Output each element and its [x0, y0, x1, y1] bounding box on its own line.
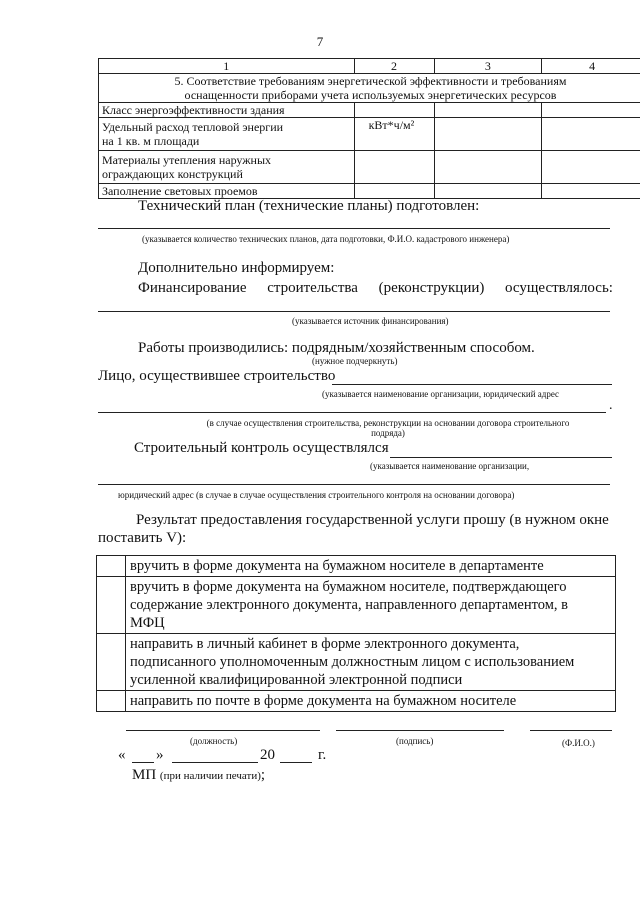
tech-plan-hint: (указывается количество технических планов, дата подготовки, Ф.И.О. кадастрового инженера): [142, 234, 510, 244]
name-line[interactable]: [530, 730, 612, 731]
option-checkbox[interactable]: [97, 577, 126, 634]
tech-plan-text: Технический план (технические планы) подготовлен:: [138, 198, 480, 214]
option-label: вручить в форме документа на бумажном носителе в департаменте: [126, 556, 616, 577]
table-row: [99, 151, 640, 184]
section-title: 5. Соответствие требованиям энергетической эффективности и требованиям оснащенности приборами учета используемых энергетических ресурсов: [99, 74, 640, 103]
section-title-row: [99, 74, 640, 103]
date-year-prefix: 20: [260, 747, 275, 763]
tech-plan-line[interactable]: [98, 228, 610, 229]
builder-line-2[interactable]: [98, 412, 606, 413]
table-row: [99, 103, 640, 118]
date-day-line[interactable]: [132, 762, 154, 763]
control-hint-2: юридический адрес (в случае в случае осуществления строительного контроля на основании договора): [118, 490, 515, 500]
builder-hint: (указывается наименование организации, юридический адрес: [322, 389, 560, 399]
option-label: вручить в форме документа на бумажном носителе, подтверждающего содержание электронного документа, направленного департаментом, в МФЦ: [126, 577, 616, 634]
date-month-line[interactable]: [172, 762, 258, 763]
row-unit: [354, 103, 434, 118]
energy-efficiency-table: [98, 58, 640, 199]
table-header-row: [99, 59, 640, 74]
additional-heading: Дополнительно информируем:: [138, 260, 335, 276]
column-header: 2: [354, 59, 434, 74]
date-quote-close: »: [156, 747, 164, 763]
name-label: (Ф.И.О.): [562, 738, 595, 748]
option-label: направить по почте в форме документа на бумажном носителе: [126, 691, 616, 712]
option-row: [97, 634, 616, 691]
column-header: 3: [434, 59, 542, 74]
option-label: направить в личный кабинет в форме электронного документа, подписанного уполномоченным должностным лицом с использованием усиленной квалифицированной электронной подписи: [126, 634, 616, 691]
works-hint: (нужное подчеркнуть): [312, 356, 398, 366]
option-row: [97, 556, 616, 577]
control-text: Строительный контроль осуществлялся: [134, 440, 389, 456]
signature-line[interactable]: [336, 730, 504, 731]
control-line[interactable]: [390, 457, 612, 458]
row-label: Заполнение световых проемов: [99, 184, 355, 199]
result-text-line2: поставить V):: [98, 530, 187, 546]
delivery-options-table: [96, 555, 616, 712]
row-unit: кВт*ч/м²: [354, 118, 434, 151]
date-year-line[interactable]: [280, 762, 312, 763]
date-year-suffix: г.: [318, 747, 327, 763]
table-row: [99, 118, 640, 151]
page-number: 7: [316, 34, 324, 49]
date-quote-open: «: [118, 747, 126, 763]
option-checkbox[interactable]: [97, 691, 126, 712]
builder-text: Лицо, осуществившее строительство: [98, 368, 336, 384]
position-label: (должность): [190, 736, 238, 746]
row-label: Материалы утепления наружных ограждающих конструкций: [99, 151, 355, 184]
control-line-2[interactable]: [98, 484, 610, 485]
option-checkbox[interactable]: [97, 556, 126, 577]
position-line[interactable]: [126, 730, 320, 731]
row-label: Удельный расход тепловой энергии на 1 кв. м площади: [99, 118, 355, 151]
row-label: Класс энергоэффективности здания: [99, 103, 355, 118]
option-row: [97, 577, 616, 634]
signature-label: (подпись): [396, 736, 434, 746]
column-header: 1: [99, 59, 355, 74]
financing-hint: (указывается источник финансирования): [292, 316, 449, 326]
builder-hint-2: (в случае осуществления строительства, реконструкции на основании договора строительного подряда): [206, 418, 570, 438]
option-checkbox[interactable]: [97, 634, 126, 691]
financing-line[interactable]: [98, 311, 610, 312]
stamp-note: МП (при наличии печати);: [132, 767, 266, 783]
result-text-line1: Результат предоставления государственной услуги прошу (в нужном окне: [136, 512, 609, 528]
control-hint: (указывается наименование организации,: [370, 461, 530, 471]
financing-text: Финансирование строительства (реконструкции) осуществлялось:: [138, 280, 613, 296]
works-text: Работы производились: подрядным/хозяйственным способом.: [138, 340, 535, 356]
column-header: 4: [542, 59, 640, 74]
builder-period: .: [609, 398, 613, 413]
option-row: [97, 691, 616, 712]
builder-line[interactable]: [332, 384, 612, 385]
table-row: [99, 184, 640, 199]
